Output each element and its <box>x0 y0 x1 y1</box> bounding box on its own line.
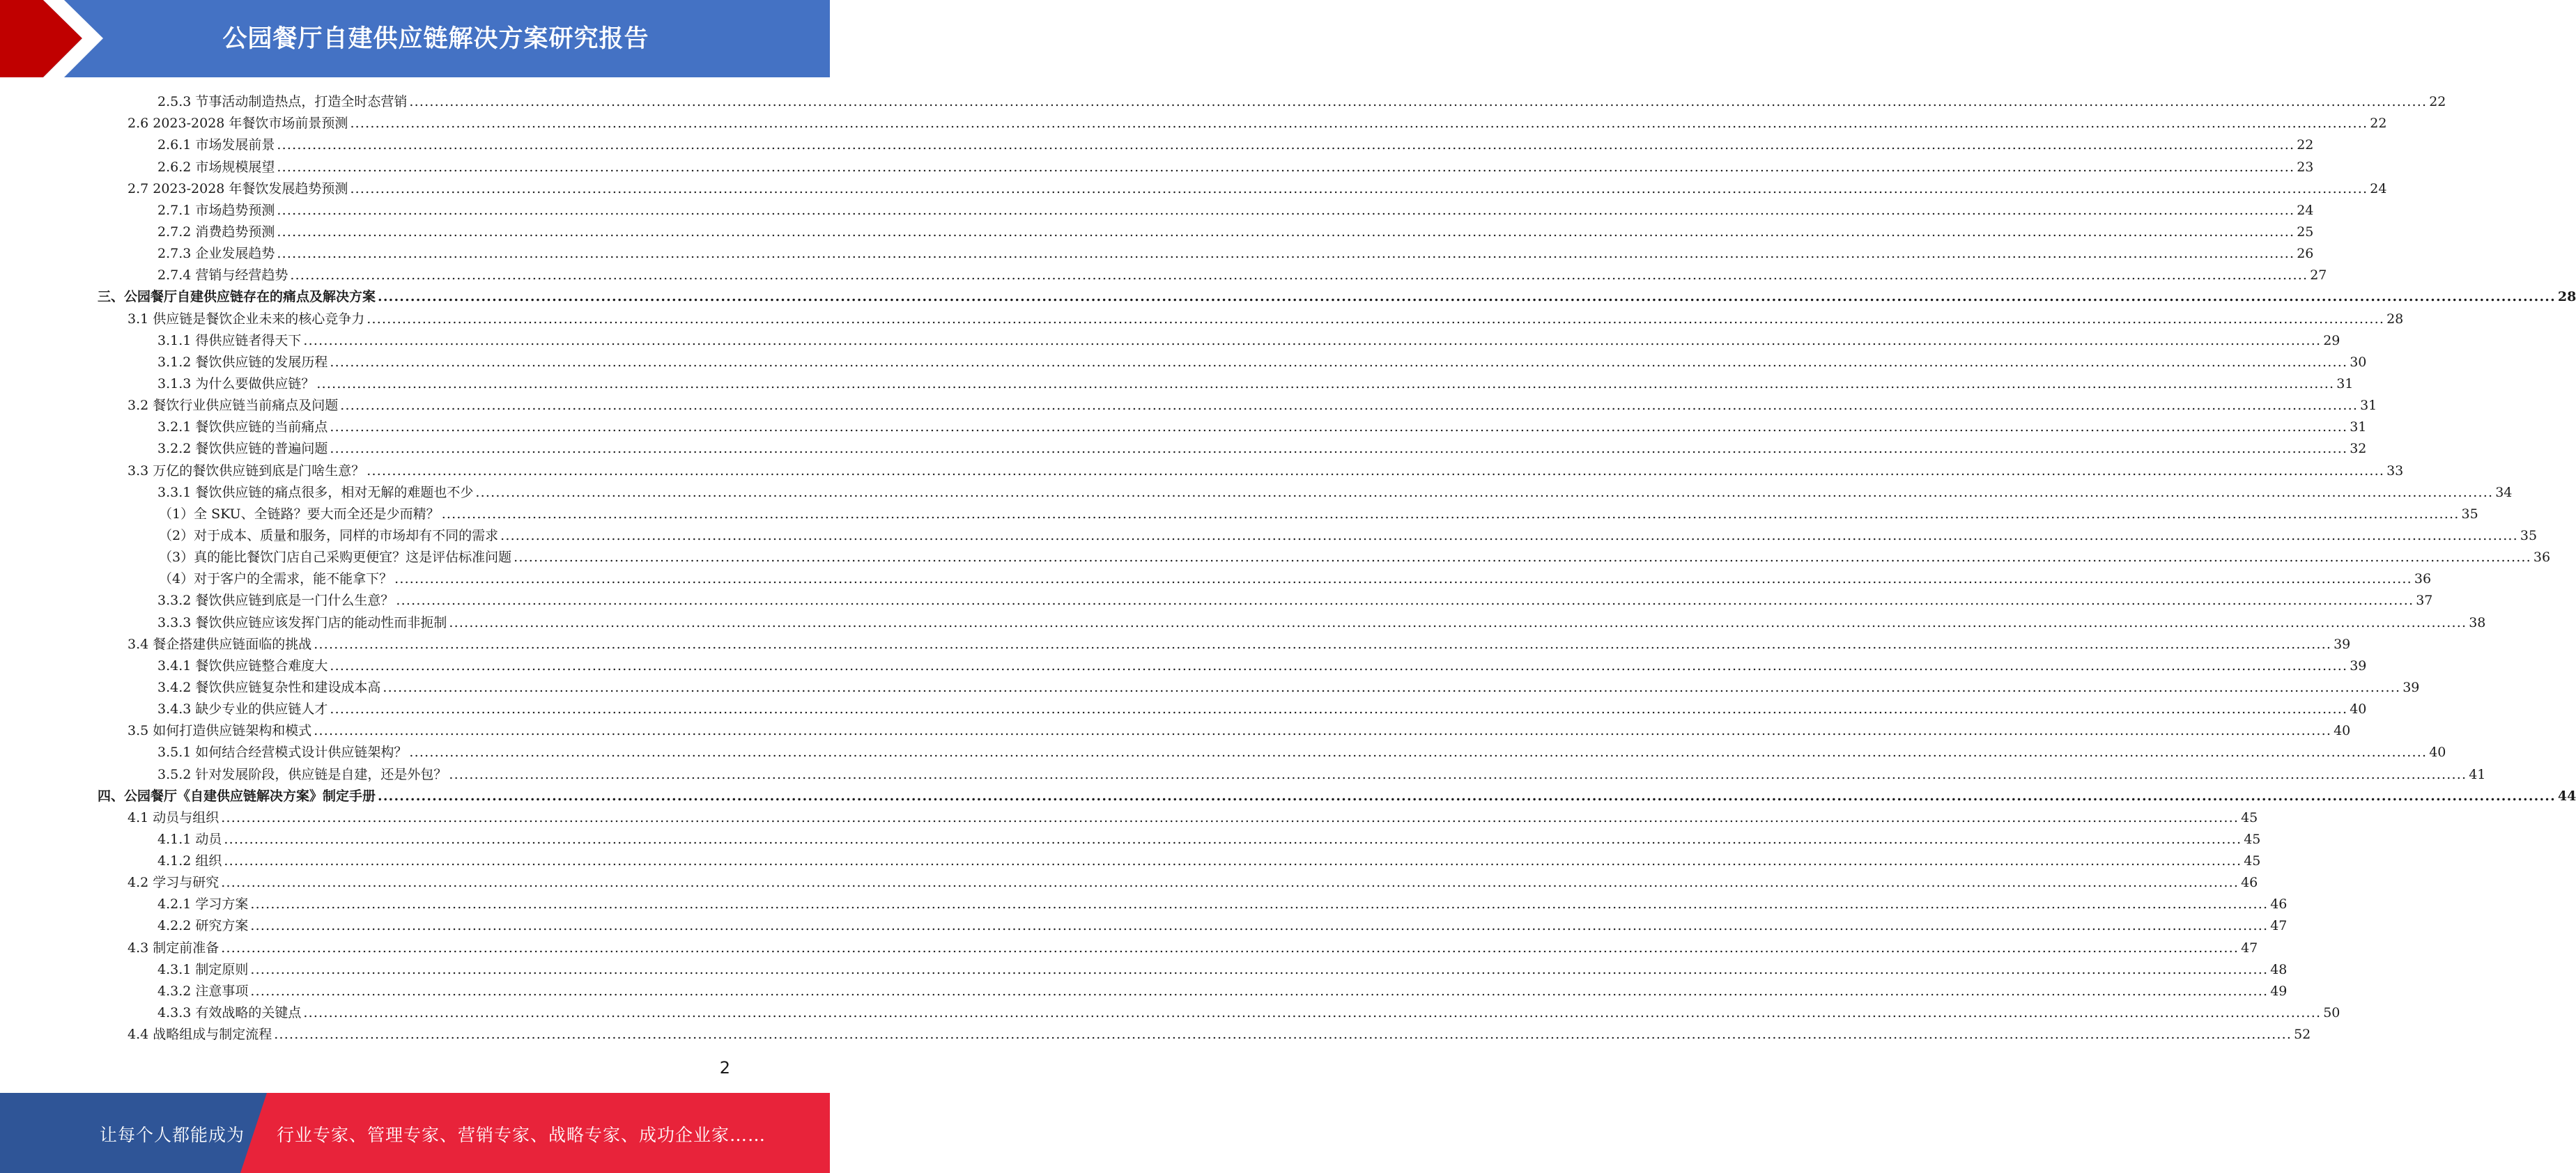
table-of-contents <box>98 89 2576 1043</box>
toc-page-number: 45 <box>2244 831 2261 847</box>
footer-slogan: 让每个人都能成为 <box>100 1125 245 1145</box>
toc-entry[interactable] <box>98 523 2538 545</box>
toc-dot-leader: ................................................................................................................................................................................................................................................................................................................................................................................................................ <box>224 853 2242 869</box>
toc-entry-title: 3.4 餐企搭建供应链面临的挑战 <box>128 636 312 652</box>
toc-dot-leader: ................................................................................................................................................................................................................................................................................................................................................................................................................ <box>303 1005 2322 1021</box>
toc-entry-title: 2.7.1 市场趋势预测 <box>157 202 275 218</box>
toc-page-number: 35 <box>2520 527 2538 543</box>
toc-entry[interactable] <box>98 805 2258 827</box>
toc-page-number: 40 <box>2334 723 2351 739</box>
toc-dot-leader: ................................................................................................................................................................................................................................................................................................................................................................................................................ <box>250 961 2269 977</box>
toc-page-number: 49 <box>2270 983 2288 999</box>
toc-page-number: 24 <box>2297 202 2314 218</box>
toc-page-number: 29 <box>2323 332 2340 348</box>
toc-dot-leader: ................................................................................................................................................................................................................................................................................................................................................................................................................ <box>330 701 2348 717</box>
toc-entry-title: 4.1 动员与组织 <box>128 809 219 825</box>
toc-page-number: 36 <box>2533 550 2551 566</box>
page-number: 2 <box>719 1058 730 1078</box>
toc-entry-title: 4.2.1 学习方案 <box>157 896 249 912</box>
toc-entry-title: 4.1.2 组织 <box>157 853 222 869</box>
toc-entry[interactable] <box>98 545 2551 566</box>
toc-page-number: 38 <box>2469 614 2486 630</box>
toc-entry[interactable] <box>98 414 2367 436</box>
toc-entry-title: 3.3.3 餐饮供应链应该发挥门店的能动性而非扼制 <box>157 614 447 630</box>
toc-entry-title: 3.3.2 餐饮供应链到底是一门什么生意？ <box>157 593 394 609</box>
toc-page-number: 39 <box>2403 679 2420 695</box>
toc-entry[interactable] <box>98 718 2351 740</box>
toc-entry-title: 2.7.2 消费趋势预测 <box>157 224 275 240</box>
toc-entry[interactable] <box>98 436 2367 458</box>
toc-entry[interactable] <box>98 870 2258 892</box>
toc-page-number: 33 <box>2386 463 2404 479</box>
toc-dot-leader: ................................................................................................................................................................................................................................................................................................................................................................................................................ <box>277 202 2295 218</box>
toc-dot-leader: ................................................................................................................................................................................................................................................................................................................................................................................................................ <box>409 745 2428 761</box>
toc-page-number: 31 <box>2336 375 2354 391</box>
toc-entry[interactable] <box>98 132 2314 154</box>
toc-dot-leader: ................................................................................................................................................................................................................................................................................................................................................................................................................ <box>303 332 2322 348</box>
toc-page-number: 50 <box>2323 1005 2340 1021</box>
toc-dot-leader: ................................................................................................................................................................................................................................................................................................................................................................................................................ <box>475 484 2494 500</box>
toc-entry-title: （1）全 SKU、全链路？要大而全还是少而精？ <box>159 506 440 522</box>
toc-entry-title: 3.3.1 餐饮供应链的痛点很多，相对无解的难题也不少 <box>157 484 474 500</box>
toc-dot-leader: ................................................................................................................................................................................................................................................................................................................................................................................................................ <box>274 1027 2292 1043</box>
toc-entry[interactable] <box>98 502 2478 523</box>
toc-page-number: 40 <box>2429 745 2446 761</box>
toc-entry[interactable] <box>98 306 2404 327</box>
toc-entry-title: 4.1.1 动员 <box>157 831 222 847</box>
toc-entry[interactable] <box>98 176 2387 198</box>
toc-page-number: 23 <box>2297 159 2314 175</box>
toc-entry[interactable] <box>98 784 2576 805</box>
toc-entry-title: 2.6.2 市场规模展望 <box>157 159 275 175</box>
toc-entry-title: 2.5.3 节事活动制造热点，打造全时态营销 <box>157 94 408 110</box>
toc-dot-leader: ................................................................................................................................................................................................................................................................................................................................................................................................................ <box>314 636 2332 652</box>
toc-entry[interactable] <box>98 393 2377 414</box>
toc-entry[interactable] <box>98 198 2314 219</box>
toc-entry[interactable] <box>98 653 2367 675</box>
toc-entry-title: 3.2.2 餐饮供应链的普遍问题 <box>157 441 328 457</box>
toc-dot-leader: ................................................................................................................................................................................................................................................................................................................................................................................................................ <box>250 918 2269 934</box>
toc-entry[interactable] <box>98 328 2340 350</box>
toc-entry-title: 3.2.1 餐饮供应链的当前痛点 <box>157 419 328 435</box>
toc-entry[interactable] <box>98 632 2351 653</box>
toc-dot-leader: ................................................................................................................................................................................................................................................................................................................................................................................................................ <box>221 875 2239 891</box>
toc-dot-leader: ................................................................................................................................................................................................................................................................................................................................................................................................................ <box>277 159 2295 175</box>
toc-dot-leader: ................................................................................................................................................................................................................................................................................................................................................................................................................ <box>277 224 2295 240</box>
toc-entry-title: 2.7.3 企业发展趋势 <box>157 246 275 262</box>
toc-page-number: 35 <box>2461 506 2478 522</box>
toc-page-number: 39 <box>2334 636 2351 652</box>
toc-entry-title: 3.1.1 得供应链者得天下 <box>157 332 302 348</box>
toc-entry-title: （4）对于客户的全需求，能不能拿下？ <box>159 571 393 587</box>
toc-dot-leader: ................................................................................................................................................................................................................................................................................................................................................................................................................ <box>250 896 2269 912</box>
toc-entry-title: 3.5.2 针对发展阶段，供应链是自建，还是外包？ <box>157 766 447 782</box>
toc-dot-leader: ................................................................................................................................................................................................................................................................................................................................................................................................................ <box>330 441 2348 457</box>
page-footer <box>0 1093 830 1173</box>
toc-entry-title: 4.3.1 制定原则 <box>157 961 249 977</box>
toc-page-number: 31 <box>2360 398 2377 414</box>
toc-entry[interactable] <box>98 609 2486 631</box>
toc-entry[interactable] <box>98 458 2404 479</box>
toc-entry[interactable] <box>98 154 2314 176</box>
document-title: 公园餐厅自建供应链解决方案研究报告 <box>222 25 649 53</box>
toc-entry[interactable] <box>98 219 2314 241</box>
toc-page-number: 31 <box>2350 419 2367 435</box>
toc-page-number: 40 <box>2350 701 2367 717</box>
toc-dot-leader: ................................................................................................................................................................................................................................................................................................................................................................................................................ <box>314 723 2332 739</box>
toc-entry-title: 4.2.2 研究方案 <box>157 918 249 934</box>
toc-page-number: 34 <box>2495 484 2513 500</box>
toc-dot-leader: ................................................................................................................................................................................................................................................................................................................................................................................................................ <box>250 983 2269 999</box>
toc-dot-leader: ................................................................................................................................................................................................................................................................................................................................................................................................................ <box>221 940 2239 956</box>
toc-entry[interactable] <box>98 241 2314 263</box>
footer-tagline: 行业专家、管理专家、营销专家、战略专家、成功企业家…… <box>277 1125 766 1145</box>
toc-entry[interactable] <box>98 935 2258 956</box>
toc-dot-leader: ................................................................................................................................................................................................................................................................................................................................................................................................................ <box>367 311 2385 327</box>
toc-entry-title: 四、公园餐厅《自建供应链解决方案》制定手册 <box>98 788 376 804</box>
toc-entry[interactable] <box>98 848 2261 870</box>
toc-entry[interactable] <box>98 89 2446 111</box>
toc-entry[interactable] <box>98 566 2432 588</box>
toc-page-number: 22 <box>2370 116 2387 132</box>
toc-dot-leader: ................................................................................................................................................................................................................................................................................................................................................................................................................ <box>441 506 2460 522</box>
toc-entry[interactable] <box>98 979 2288 1000</box>
toc-entry-title: 4.4 战略组成与制定流程 <box>128 1027 272 1043</box>
toc-page-number: 22 <box>2429 94 2446 110</box>
toc-page-number: 45 <box>2241 809 2258 825</box>
toc-page-number: 30 <box>2350 354 2367 370</box>
toc-dot-leader: ................................................................................................................................................................................................................................................................................................................................................................................................................ <box>449 766 2467 782</box>
toc-entry-title: 2.7.4 营销与经营趋势 <box>157 267 288 283</box>
toc-entry-title: 3.4.3 缺少专业的供应链人才 <box>157 701 328 717</box>
toc-dot-leader: ................................................................................................................................................................................................................................................................................................................................................................................................................ <box>394 571 2412 587</box>
toc-entry[interactable] <box>98 480 2513 502</box>
toc-page-number: 28 <box>2557 289 2576 305</box>
toc-page-number: 26 <box>2297 246 2314 262</box>
toc-page-number: 22 <box>2297 137 2314 153</box>
toc-page-number: 41 <box>2469 766 2486 782</box>
toc-entry[interactable] <box>98 1000 2340 1022</box>
toc-dot-leader: ................................................................................................................................................................................................................................................................................................................................................................................................................ <box>277 246 2295 262</box>
toc-page-number: 37 <box>2416 593 2433 609</box>
toc-page-number: 24 <box>2370 180 2387 196</box>
toc-page-number: 46 <box>2270 896 2288 912</box>
toc-entry-title: 4.2 学习与研究 <box>128 875 219 891</box>
toc-dot-leader: ................................................................................................................................................................................................................................................................................................................................................................................................................ <box>340 398 2359 414</box>
toc-entry[interactable] <box>98 350 2367 371</box>
toc-entry[interactable] <box>98 827 2261 848</box>
toc-entry-title: （3）真的能比餐饮门店自己采购更便宜？这是评估标准问题 <box>159 550 512 566</box>
toc-page-number: 45 <box>2244 853 2261 869</box>
toc-entry-title: 2.6.1 市场发展前景 <box>157 137 275 153</box>
toc-entry-title: 3.5 如何打造供应链架构和模式 <box>128 723 312 739</box>
toc-entry-title: 4.3.3 有效战略的关键点 <box>157 1005 302 1021</box>
toc-dot-leader: ................................................................................................................................................................................................................................................................................................................................................................................................................ <box>378 788 2556 804</box>
toc-entry-title: 3.2 餐饮行业供应链当前痛点及问题 <box>128 398 339 414</box>
toc-entry[interactable] <box>98 284 2576 306</box>
toc-page-number: 39 <box>2350 658 2367 674</box>
toc-entry-title: 3.4.1 餐饮供应链整合难度大 <box>157 658 328 674</box>
page-header <box>0 0 830 77</box>
toc-page-number: 36 <box>2414 571 2432 587</box>
toc-entry-title: 3.1.2 餐饮供应链的发展历程 <box>157 354 328 370</box>
toc-entry[interactable] <box>98 761 2486 783</box>
toc-dot-leader: ................................................................................................................................................................................................................................................................................................................................................................................................................ <box>221 809 2239 825</box>
toc-dot-leader: ................................................................................................................................................................................................................................................................................................................................................................................................................ <box>396 593 2414 609</box>
toc-page-number: 46 <box>2241 875 2258 891</box>
toc-dot-leader: ................................................................................................................................................................................................................................................................................................................................................................................................................ <box>449 614 2467 630</box>
toc-page-number: 32 <box>2350 441 2367 457</box>
toc-entry[interactable] <box>98 740 2446 761</box>
toc-entry-title: 2.6 2023-2028 年餐饮市场前景预测 <box>128 116 348 132</box>
toc-page-number: 28 <box>2386 311 2404 327</box>
toc-page-number: 27 <box>2310 267 2327 283</box>
toc-dot-leader: ................................................................................................................................................................................................................................................................................................................................................................................................................ <box>514 550 2531 566</box>
toc-dot-leader: ................................................................................................................................................................................................................................................................................................................................................................................................................ <box>224 831 2242 847</box>
toc-entry[interactable] <box>98 1022 2311 1043</box>
toc-entry-title: （2）对于成本、质量和服务，同样的市场却有不同的需求 <box>159 527 499 543</box>
toc-dot-leader: ................................................................................................................................................................................................................................................................................................................................................................................................................ <box>409 94 2428 110</box>
toc-entry-title: 3.1 供应链是餐饮企业未来的核心竞争力 <box>128 311 365 327</box>
toc-page-number: 47 <box>2241 940 2258 956</box>
toc-dot-leader: ................................................................................................................................................................................................................................................................................................................................................................................................................ <box>277 137 2295 153</box>
toc-page-number: 44 <box>2557 788 2576 804</box>
toc-entry[interactable] <box>98 588 2433 609</box>
toc-entry-title: 3.5.1 如何结合经营模式设计供应链架构？ <box>157 745 408 761</box>
toc-dot-leader: ................................................................................................................................................................................................................................................................................................................................................................................................................ <box>330 354 2348 370</box>
toc-entry-title: 三、公园餐厅自建供应链存在的痛点及解决方案 <box>98 289 376 305</box>
toc-entry[interactable] <box>98 263 2327 284</box>
toc-page-number: 48 <box>2270 961 2288 977</box>
toc-entry-title: 4.3 制定前准备 <box>128 940 219 956</box>
toc-entry-title: 3.1.3 为什么要做供应链？ <box>157 375 315 391</box>
toc-dot-leader: ................................................................................................................................................................................................................................................................................................................................................................................................................ <box>383 679 2401 695</box>
toc-entry[interactable] <box>98 697 2367 718</box>
toc-dot-leader: ................................................................................................................................................................................................................................................................................................................................................................................................................ <box>350 180 2368 196</box>
toc-dot-leader: ................................................................................................................................................................................................................................................................................................................................................................................................................ <box>350 116 2368 132</box>
toc-entry-title: 4.3.2 注意事项 <box>157 983 249 999</box>
toc-dot-leader: ................................................................................................................................................................................................................................................................................................................................................................................................................ <box>290 267 2308 283</box>
toc-entry[interactable] <box>98 892 2288 913</box>
toc-entry[interactable] <box>98 957 2288 979</box>
toc-dot-leader: ................................................................................................................................................................................................................................................................................................................................................................................................................ <box>316 375 2335 391</box>
toc-entry-title: 3.4.2 餐饮供应链复杂性和建设成本高 <box>157 679 381 695</box>
toc-entry[interactable] <box>98 675 2420 697</box>
toc-dot-leader: ................................................................................................................................................................................................................................................................................................................................................................................................................ <box>500 527 2518 543</box>
toc-dot-leader: ................................................................................................................................................................................................................................................................................................................................................................................................................ <box>367 463 2385 479</box>
toc-page-number: 52 <box>2294 1027 2311 1043</box>
toc-entry[interactable] <box>98 371 2354 393</box>
toc-entry-title: 3.3 万亿的餐饮供应链到底是门啥生意？ <box>128 463 365 479</box>
toc-page-number: 25 <box>2297 224 2314 240</box>
toc-page-number: 47 <box>2270 918 2288 934</box>
toc-entry[interactable] <box>98 913 2288 935</box>
toc-entry-title: 2.7 2023-2028 年餐饮发展趋势预测 <box>128 180 348 196</box>
toc-dot-leader: ................................................................................................................................................................................................................................................................................................................................................................................................................ <box>330 658 2348 674</box>
toc-dot-leader: ................................................................................................................................................................................................................................................................................................................................................................................................................ <box>330 419 2348 435</box>
toc-dot-leader: ................................................................................................................................................................................................................................................................................................................................................................................................................ <box>378 289 2556 305</box>
toc-entry[interactable] <box>98 111 2387 132</box>
